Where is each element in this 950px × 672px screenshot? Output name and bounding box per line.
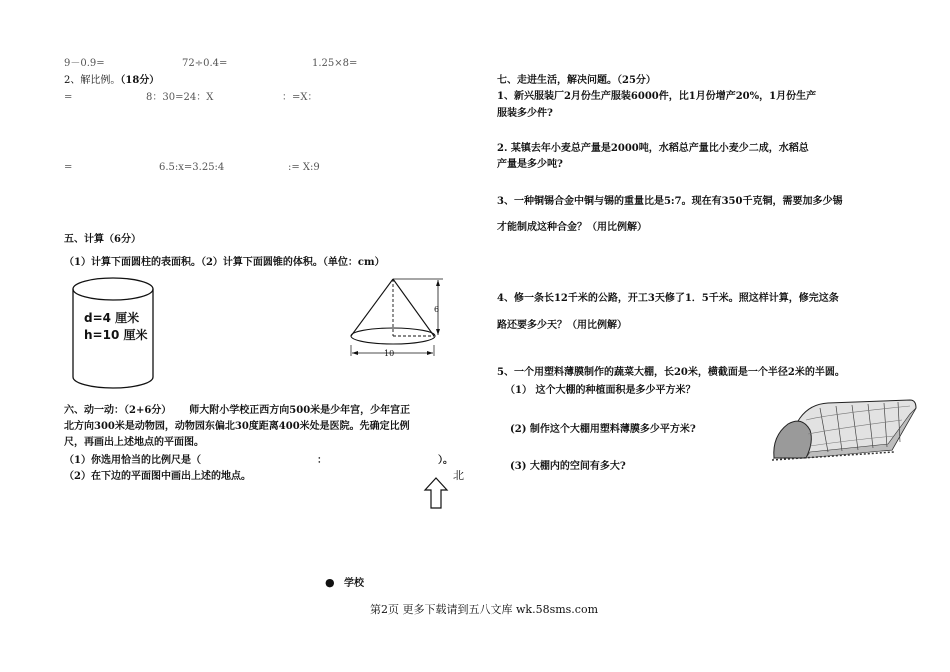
- ratio-row1-b: 8：30=24：X: [146, 92, 214, 103]
- section5-subtitle: （1）计算下面圆柱的表面积。（2）计算下面圆锥的体积。（单位：cm）: [64, 257, 385, 268]
- ratio-heading: [64, 74, 159, 87]
- q1-line1: 1、新兴服装厂2月份生产服装6000件，比1月份增产20%，1月份生产: [497, 91, 817, 102]
- ratio-row2-a: =: [64, 162, 73, 173]
- q5-sub3: (3) 大棚内的空间有多大?: [510, 461, 626, 472]
- greenhouse-image: [770, 390, 920, 465]
- section6-q1-end: ）。: [438, 455, 453, 466]
- ratio-row1-c: ：=X：: [282, 92, 318, 103]
- q3-line1: 3、一种铜锡合金中铜与锡的重量比是5:7。现在有350千克铜，需要加多少锡: [497, 196, 843, 207]
- section6-title: 六、动一动：（2+6分）: [64, 405, 172, 416]
- cone-figure: [345, 276, 455, 366]
- section6-q1-colon: ：: [317, 455, 327, 466]
- ratio-row2-c: := X:9: [288, 162, 320, 173]
- ratio-heading-points: （18分）: [120, 75, 160, 86]
- q4-line2: 路还要多少天？（用比例解）: [497, 320, 627, 331]
- cylinder-height-label: h=10 厘米: [84, 328, 148, 342]
- section6-text1: 师大附小学校正西方向500米是少年宫，少年宫正: [189, 405, 411, 416]
- q5-sub2: (2) 制作这个大棚用塑料薄膜多少平方米?: [510, 424, 696, 435]
- calc-item-1: 9－0.9=: [64, 58, 105, 69]
- school-dot-icon: ●: [325, 576, 335, 589]
- school-label: 学校: [344, 578, 364, 589]
- section6-line2: 北方向300米是动物园，动物园东偏北30度距离400米处是医院。先确定比例: [64, 421, 410, 432]
- ratio-row2-b: 6.5:x=3.25:4: [159, 162, 225, 173]
- q5-sub1: （1） 这个大棚的种植面积是多少平方米？: [505, 385, 696, 396]
- section6-line1: [64, 404, 410, 417]
- cone-base-label: 10: [384, 349, 395, 358]
- cone-height-label: 6: [434, 305, 440, 314]
- q4-line1: 4、修一条长12千米的公路，开工3天修了1．5千米。照这样计算，修完这条: [497, 293, 839, 304]
- cylinder-diameter-label: d=4 厘米: [84, 311, 140, 325]
- section6-q1: （1）你选用恰当的比例尺是（: [64, 455, 201, 466]
- section5-title: 五、计算（6分）: [64, 234, 141, 245]
- north-label: 北: [453, 469, 464, 482]
- section6-line3: 尺，再画出上述地点的平面图。: [64, 437, 204, 448]
- section7-title: 七、走进生活，解决问题。（25分）: [497, 75, 656, 86]
- q1-line2: 服装多少件?: [497, 108, 553, 119]
- q5-line1: 5、一个用塑料薄膜制作的蔬菜大棚，长20米，横截面是一个半径2米的半圆。: [497, 367, 845, 378]
- q3-line2: 才能制成这种合金？（用比例解）: [497, 222, 647, 233]
- calc-item-2: 72÷0.4=: [182, 58, 228, 69]
- section6-q2: （2）在下边的平面图中画出上述的地点。: [64, 471, 251, 482]
- north-arrow-icon: [424, 477, 448, 509]
- ratio-heading-text: 2、解比例。: [64, 75, 121, 86]
- calc-item-3: 1.25×8=: [312, 58, 358, 69]
- q2-line2: 产量是多少吨?: [497, 159, 563, 170]
- q2-line1: 2. 某镇去年小麦总产量是2000吨，水稻总产量比小麦少二成，水稻总: [497, 143, 809, 154]
- page-footer: 第2页 更多下载请到五八文库 wk.58sms.com: [370, 603, 598, 616]
- ratio-row1-a: =: [64, 92, 73, 103]
